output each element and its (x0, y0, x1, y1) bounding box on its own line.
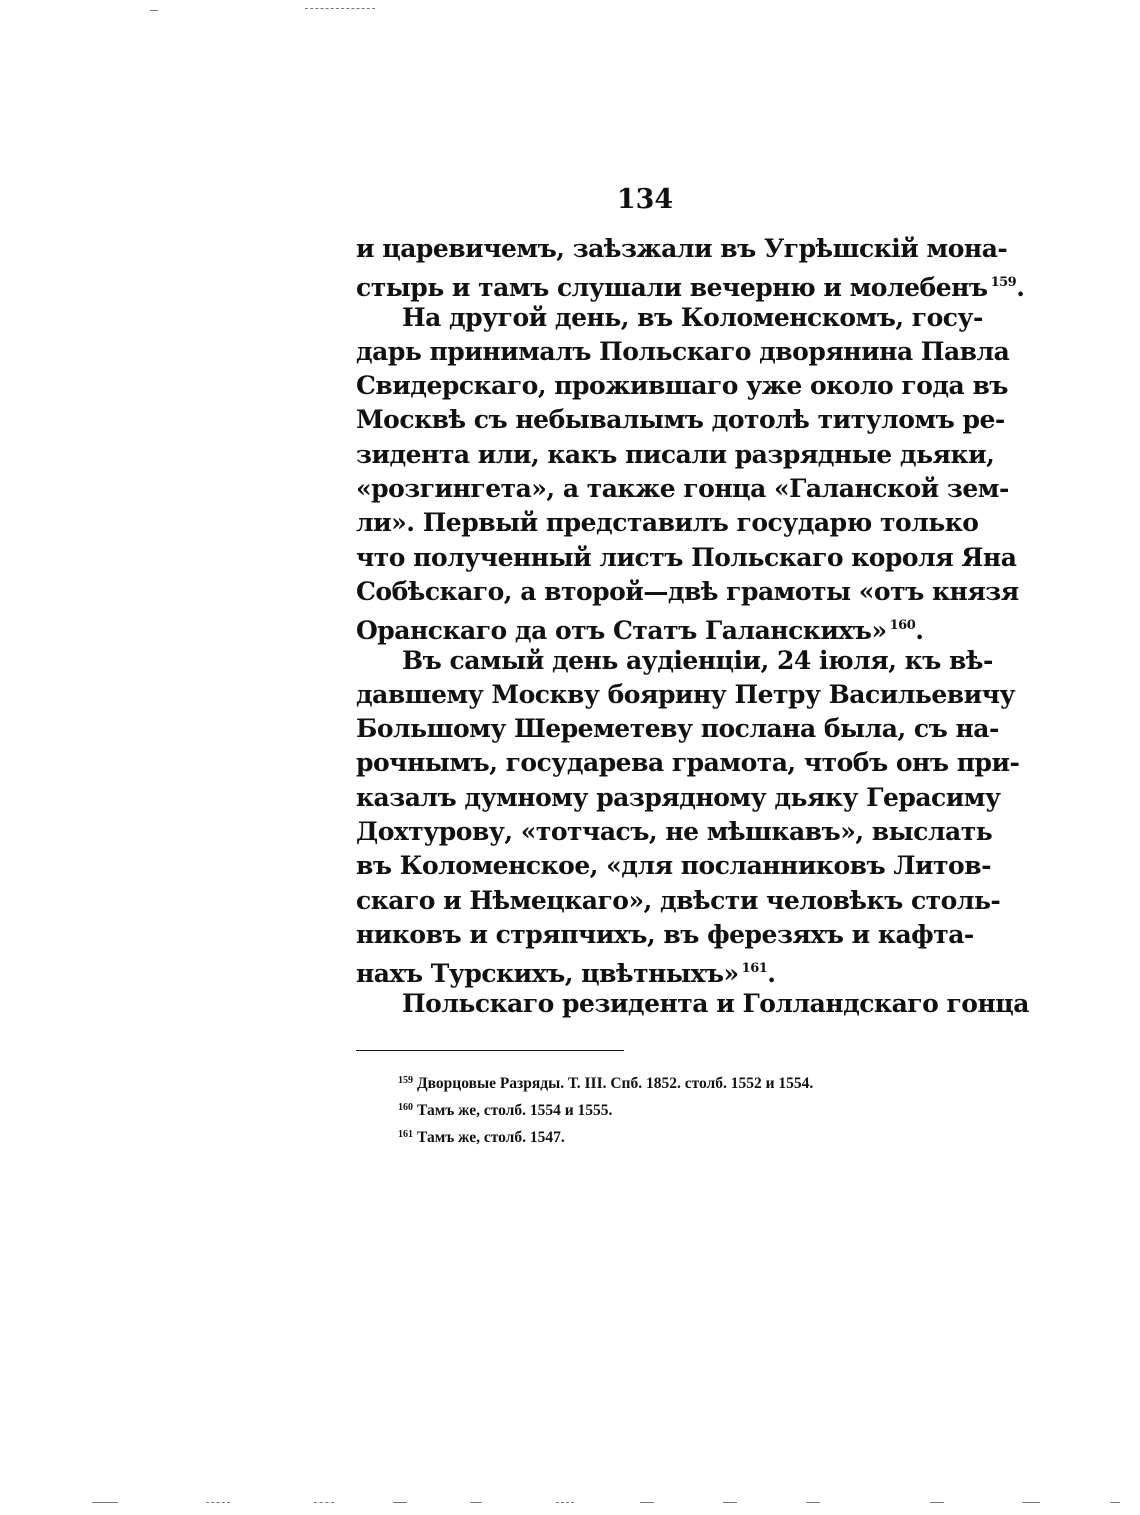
text-line: Москвѣ съ небывалымъ дотолѣ титуломъ ре- (356, 405, 1005, 435)
text-line: зидента или, какъ писали разрядные дьяки, (356, 439, 995, 469)
scan-artifact (470, 1502, 482, 1503)
text-line: скаго и Нѣмецкаго», двѣсти человѣкъ столь- (356, 885, 1001, 915)
scan-artifact (314, 1502, 334, 1503)
text-line: нахъ Турскихъ, цвѣтныхъ» $^{161}$. (356, 959, 776, 989)
scan-artifact (723, 1502, 737, 1503)
text-line: Въ самый день аудіенціи, 24 іюля, къ вѣ- (402, 645, 993, 675)
scan-artifact (556, 1502, 574, 1503)
text-line: и царевичемъ, заѣзжали въ Угрѣшскій мона- (356, 234, 1008, 263)
scan-artifact (92, 1502, 118, 1503)
text-line: ли». Первый представилъ государю только (356, 508, 979, 538)
footnote (398, 1069, 813, 1096)
text-line: что полученный листъ Польскаго короля Яна (356, 542, 1017, 572)
text-line: На другой день, въ Коломенскомъ, госу- (402, 302, 983, 332)
text-line: стырь и тамъ слушали вечерню и молебенъ $^{159}$. (356, 273, 1025, 303)
scan-artifact (206, 1502, 230, 1503)
text-line: Оранскаго да отъ Статъ Галанскихъ» $^{160}$. (356, 616, 924, 646)
text-line: Большому Шереметеву послана была, съ на- (356, 714, 999, 744)
footnote (398, 1096, 813, 1123)
scan-artifact (305, 8, 375, 9)
text-line: никовъ и стряпчихъ, въ ферезяхъ и кафта- (356, 919, 974, 949)
text-line: Польскаго резидента и Голландскаго гонца (402, 988, 1029, 1018)
footnotes (398, 1069, 813, 1150)
scan-artifact (640, 1502, 654, 1503)
footnote-text: Тамъ же, столб. 1554 и 1555. (417, 1102, 613, 1119)
footnote-number: 159 (398, 1075, 413, 1086)
footnote (398, 1123, 813, 1150)
page-number: 134 (616, 184, 674, 215)
scan-artifact (930, 1502, 944, 1503)
footnote-number: 161 (398, 1129, 413, 1140)
main-text (356, 232, 1029, 1021)
text-line: казалъ думному разрядному дьяку Герасиму (356, 782, 1001, 812)
text-line: Дохтурову, «тотчасъ, не мѣшкавъ», выслать (356, 817, 993, 847)
footnote-ref: 161 (741, 961, 768, 977)
scan-artifact (1110, 1502, 1120, 1503)
footnote-text: Тамъ же, столб. 1547. (417, 1129, 565, 1146)
footnote-ref: 159 (990, 275, 1017, 291)
text-line: «розгингета», а также гонца «Галанской зем- (356, 474, 1009, 504)
text-line: въ Коломенское, «для посланниковъ Литов- (356, 851, 991, 881)
scan-artifact (393, 1502, 407, 1503)
scan-artifact (1022, 1502, 1040, 1503)
scan-artifact (806, 1502, 820, 1503)
footnote-number: 160 (398, 1102, 413, 1113)
footnote-divider (356, 1050, 624, 1051)
text-line: давшему Москву боярину Петру Васильевичу (356, 679, 1015, 709)
scan-artifact (150, 10, 158, 11)
text-line: Свидерскаго, прожившаго уже около года въ (356, 371, 1008, 401)
footnote-ref: 160 (889, 618, 916, 634)
text-line: дарь принималъ Польскаго дворянина Павла (356, 336, 1010, 366)
text-line: Собѣскаго, а второй—двѣ грамоты «отъ князя (356, 576, 1019, 606)
footnote-text: Дворцовые Разряды. Т. III. Спб. 1852. столб. 1552 и 1554. (417, 1075, 814, 1092)
text-line: рочнымъ, государева грамота, чтобъ онъ при- (356, 748, 1020, 778)
